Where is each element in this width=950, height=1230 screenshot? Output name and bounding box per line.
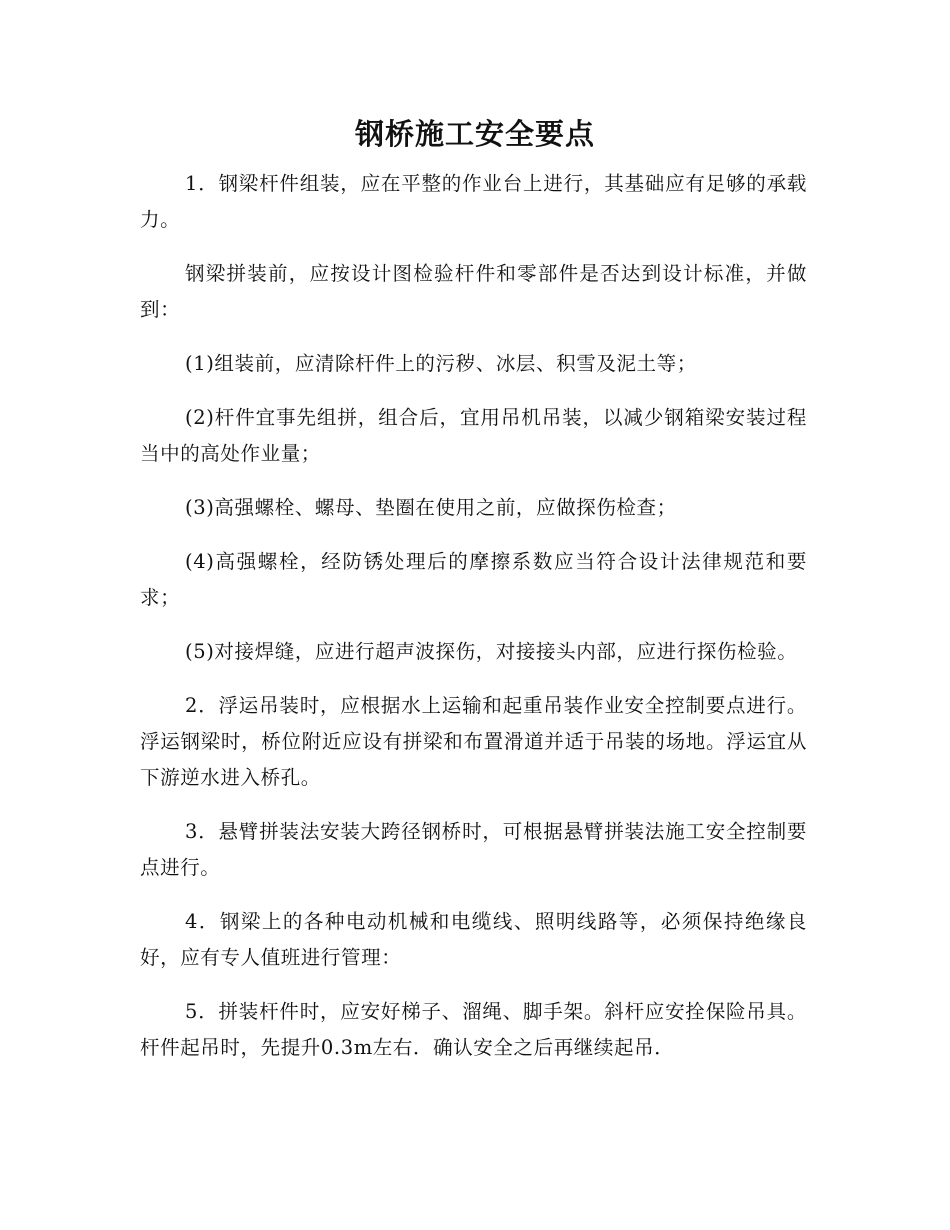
paragraph-subitem-2: (2)杆件宜事先组拼，组合后，宜用吊机吊装，以减少钢箱梁安装过程当中的高处作业量； bbox=[140, 406, 807, 465]
paragraph-subitem-4: (4)高强螺栓，经防锈处理后的摩擦系数应当符合设计法律规范和要求； bbox=[140, 550, 807, 609]
page-title: 钢桥施工安全要点 bbox=[354, 117, 595, 151]
paragraph-subitem-3: (3)高强螺栓、螺母、垫圈在使用之前，应做探伤检查； bbox=[185, 496, 677, 519]
paragraph-subitem-1: (1)组装前，应清除杆件上的污秽、冰层、积雪及泥土等； bbox=[185, 352, 697, 375]
paragraph-subitem-5: (5)对接焊缝，应进行超声波探伤，对接接头内部，应进行探伤检验。 bbox=[185, 640, 798, 663]
paragraph-item-5: 5．拼装杆件时，应安好梯子、溜绳、脚手架。斜杆应安拴保险吊具。杆件起吊时，先提升0.3m左右．确认安全之后再继续起吊． bbox=[140, 1000, 807, 1059]
document-body bbox=[140, 166, 807, 1084]
paragraph-item-3: 3．悬臂拼装法安装大跨径钢桥时，可根据悬臂拼装法施工安全控制要点进行。 bbox=[140, 820, 807, 879]
paragraph-item-1: 1．钢梁杆件组装，应在平整的作业台上进行，其基础应有足够的承载力。 bbox=[140, 172, 807, 231]
paragraph-item-4: 4．钢梁上的各种电动机械和电缆线、照明线路等，必须保持绝缘良好，应有专人值班进行管理： bbox=[140, 910, 807, 969]
paragraph-assembly-intro: 钢梁拼装前，应按设计图检验杆件和零部件是否达到设计标准，并做到： bbox=[140, 262, 807, 321]
paragraph-item-2: 2．浮运吊装时，应根据水上运输和起重吊装作业安全控制要点进行。浮运钢梁时，桥位附近应设有拼梁和布置滑道并适于吊装的场地。浮运宜从下游逆水进入桥孔。 bbox=[140, 694, 807, 789]
